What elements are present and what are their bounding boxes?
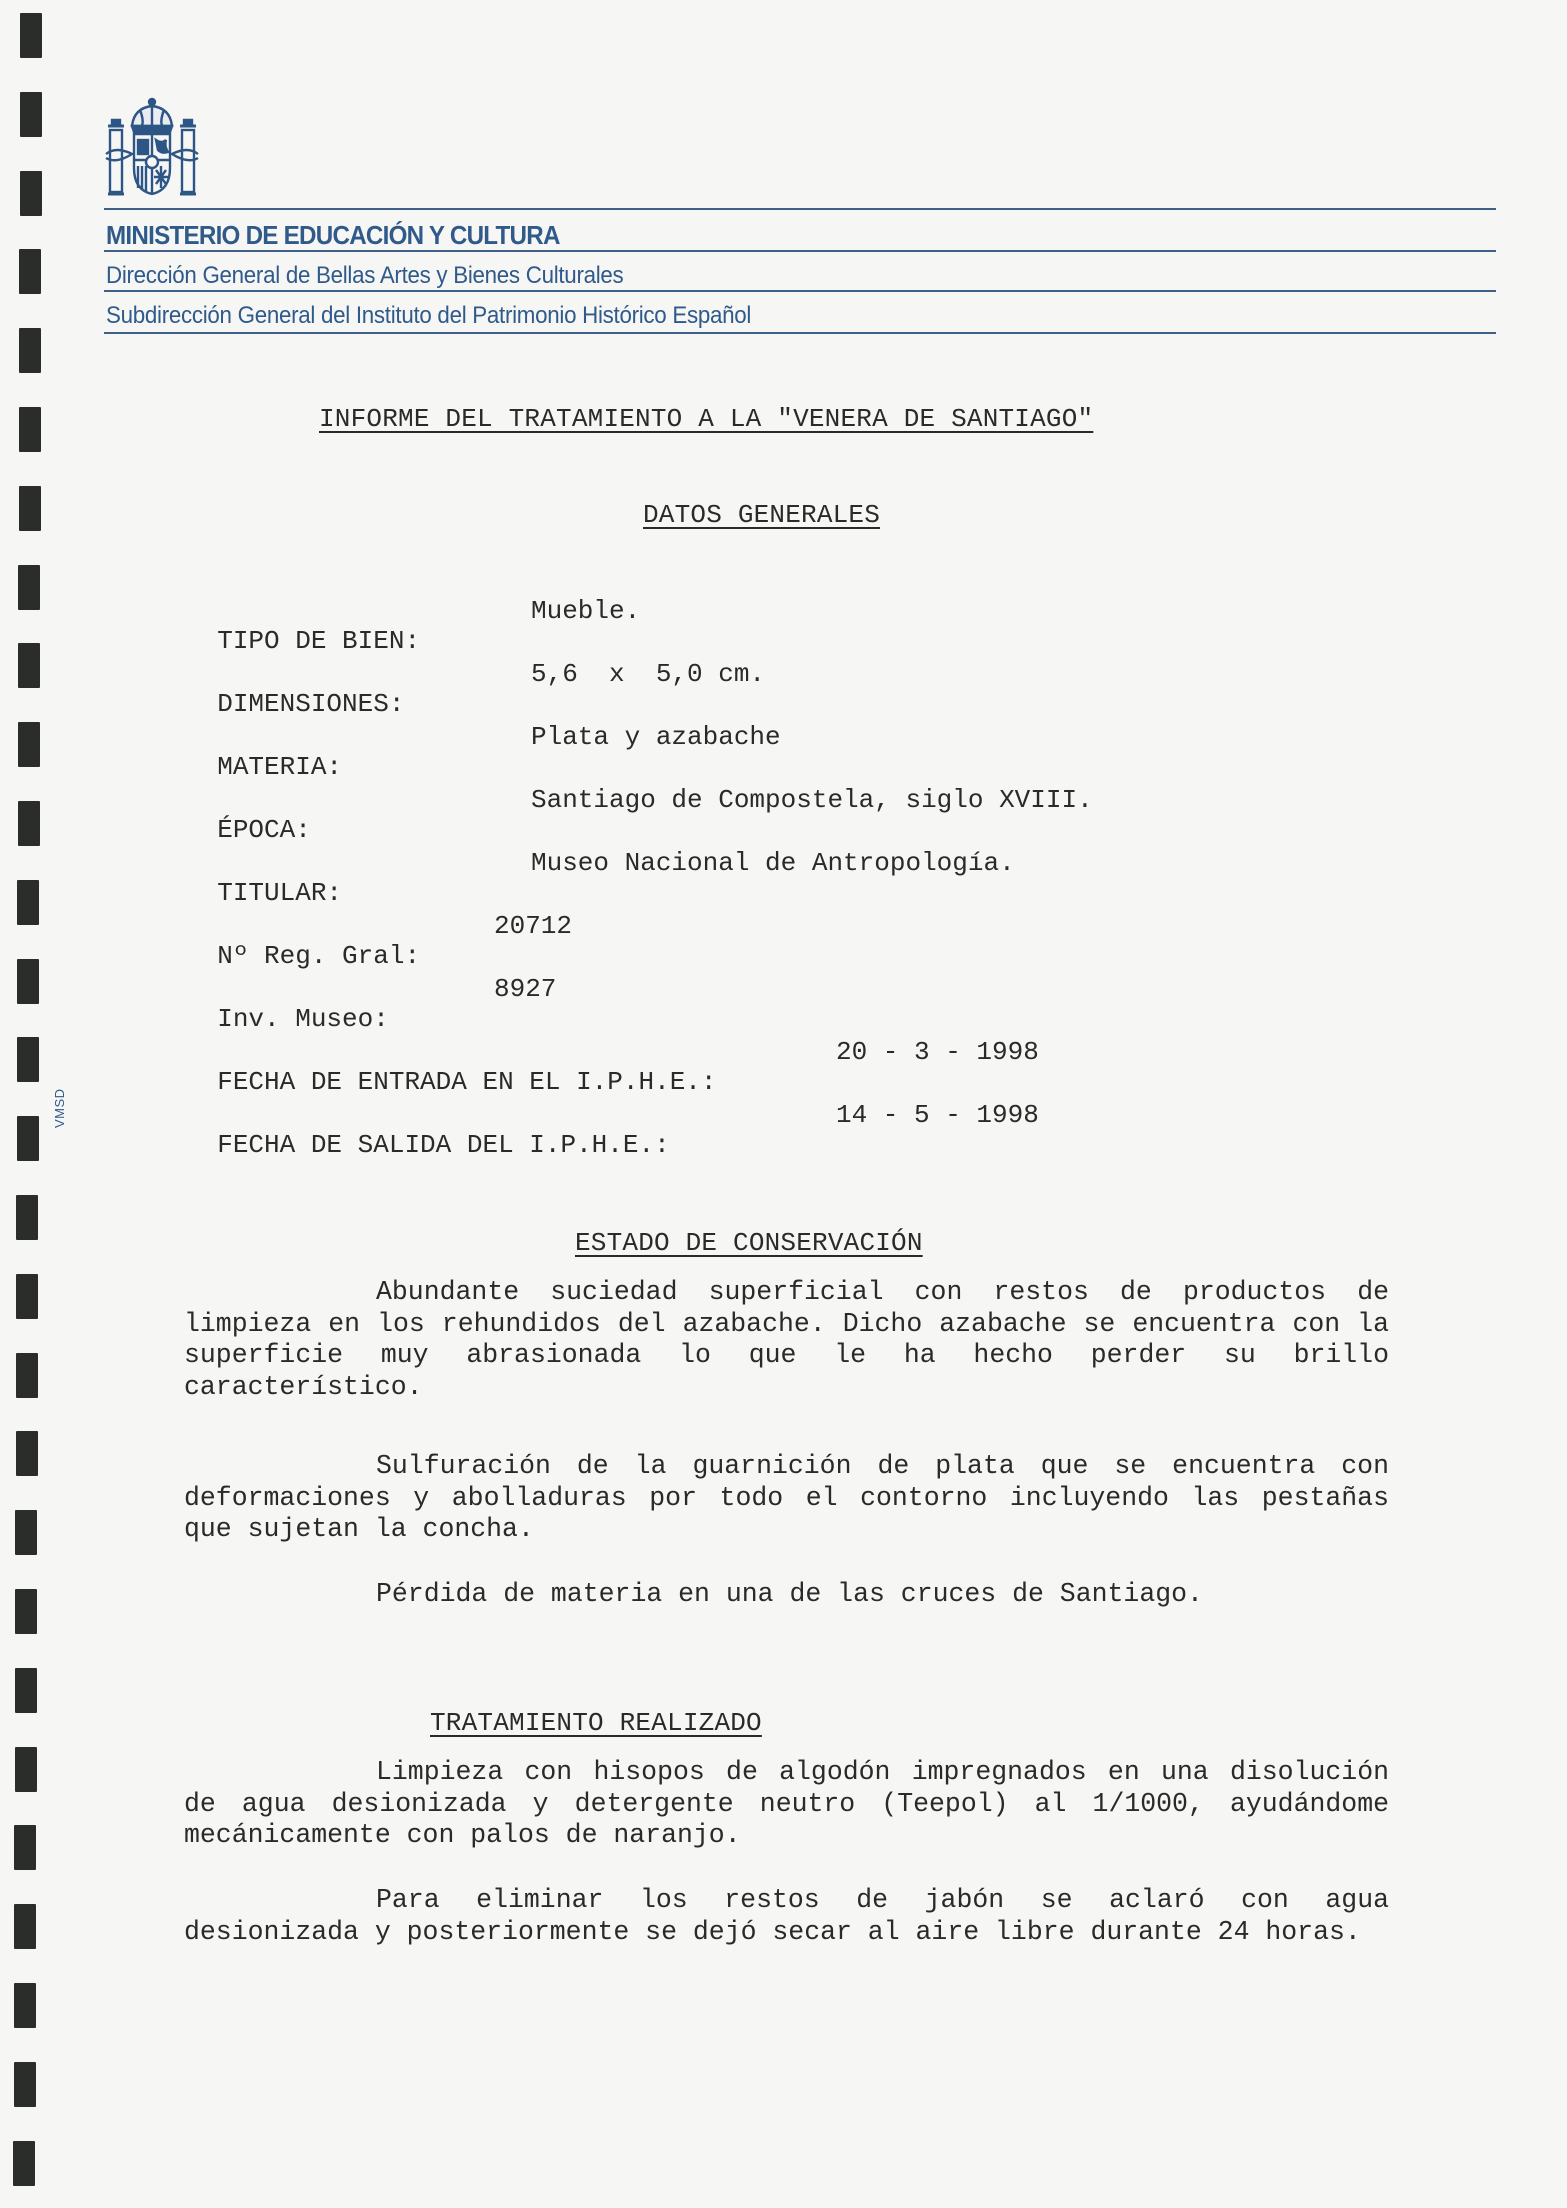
binding-mark (17, 880, 39, 925)
treatment-paragraph: Para eliminar los restos de jabón se aclaró con agua desionizada y posteriormente se dejó secar al aire libre durante 24 horas. (184, 1885, 1389, 1947)
binding-mark (17, 1116, 39, 1161)
binding-mark (19, 328, 41, 373)
field-value: 20 - 3 - 1998 (836, 1037, 1039, 1067)
field-label: TITULAR: (217, 878, 343, 908)
field-value: 8927 (494, 974, 557, 1004)
subdirectorate-name: Subdirección General del Instituto del Patrimonio Histórico Español (106, 302, 752, 329)
conservation-paragraph: Pérdida de materia en una de las cruces de Santiago. (376, 1579, 1203, 1609)
binding-mark (15, 1510, 37, 1555)
binding-mark (14, 1904, 36, 1949)
binding-mark (14, 2062, 36, 2107)
margin-stamp: VMSD (52, 1088, 67, 1128)
ministry-name: MINISTERIO DE EDUCACIÓN Y CULTURA (106, 220, 560, 250)
document-title: INFORME DEL TRATAMIENTO A LA "VENERA DE SANTIAGO" (319, 404, 1094, 434)
binding-mark (18, 722, 40, 767)
binding-mark (16, 1431, 38, 1476)
field-value: 20712 (494, 911, 573, 941)
binding-mark (20, 171, 42, 216)
binding-mark (20, 92, 42, 137)
binding-mark (18, 801, 40, 846)
directorate-name: Dirección General de Bellas Artes y Bienes Culturales (106, 262, 624, 289)
letterhead-rule (104, 290, 1496, 292)
field-value: Santiago de Compostela, siglo XVIII. (531, 785, 1093, 815)
field-label: Inv. Museo: (217, 1004, 389, 1034)
section-heading-treatment: TRATAMIENTO REALIZADO (430, 1708, 762, 1738)
field-value: Mueble. (531, 596, 641, 626)
letterhead-rule (104, 208, 1496, 210)
field-label: ÉPOCA: (217, 815, 311, 845)
field-fecha-salida (186, 1100, 1039, 1190)
field-value: Plata y azabache (531, 722, 781, 752)
field-label: FECHA DE ENTRADA EN EL I.P.H.E.: (217, 1067, 717, 1097)
conservation-paragraph: Sulfuración de la guarnición de plata que se encuentra con deformaciones y abolladuras por todo el contorno incluyendo las pestañas que sujetan la concha. (184, 1451, 1389, 1544)
binding-mark (15, 1668, 37, 1713)
binding-mark (20, 13, 42, 58)
binding-mark (17, 959, 39, 1004)
binding-mark (14, 1825, 36, 1870)
binding-mark (19, 249, 41, 294)
binding-mark (15, 1747, 37, 1792)
treatment-paragraph: Limpieza con hisopos de algodón impregnados en una disolución de agua desionizada y detergente neutro (Teepol) al 1/1000, ayudándome mecánicamente con palos de naranjo. (184, 1757, 1389, 1850)
letterhead-rule (104, 332, 1496, 334)
binding-mark (18, 643, 40, 688)
letterhead-rule (104, 250, 1496, 252)
section-heading-conservation: ESTADO DE CONSERVACIÓN (575, 1228, 923, 1258)
binding-mark (14, 1983, 36, 2028)
field-label: DIMENSIONES: (217, 689, 405, 719)
binding-mark (17, 1037, 39, 1082)
conservation-paragraph: Abundante suciedad superficial con restos de productos de limpieza en los rehundidos del azabache. Dicho azabache se encuentra con la superficie muy abrasionada lo que le ha hecho perder su brillo característico. (184, 1277, 1389, 1402)
binding-mark (19, 407, 41, 452)
field-label: MATERIA: (217, 752, 343, 782)
field-label: Nº Reg. Gral: (217, 941, 421, 971)
binding-marks (0, 0, 60, 2208)
spanish-coat-of-arms-icon (104, 96, 200, 200)
binding-mark (18, 565, 40, 610)
binding-mark (19, 486, 41, 531)
field-label: TIPO DE BIEN: (217, 626, 421, 656)
field-value: 5,6 x 5,0 cm. (531, 659, 766, 689)
field-value: Museo Nacional de Antropología. (531, 848, 1015, 878)
binding-mark (13, 2141, 35, 2186)
binding-mark (16, 1274, 38, 1319)
field-label: FECHA DE SALIDA DEL I.P.H.E.: (217, 1130, 670, 1160)
binding-mark (16, 1195, 38, 1240)
binding-mark (15, 1589, 37, 1634)
field-value: 14 - 5 - 1998 (836, 1100, 1039, 1130)
binding-mark (16, 1353, 38, 1398)
section-heading-general-data: DATOS GENERALES (643, 500, 881, 530)
